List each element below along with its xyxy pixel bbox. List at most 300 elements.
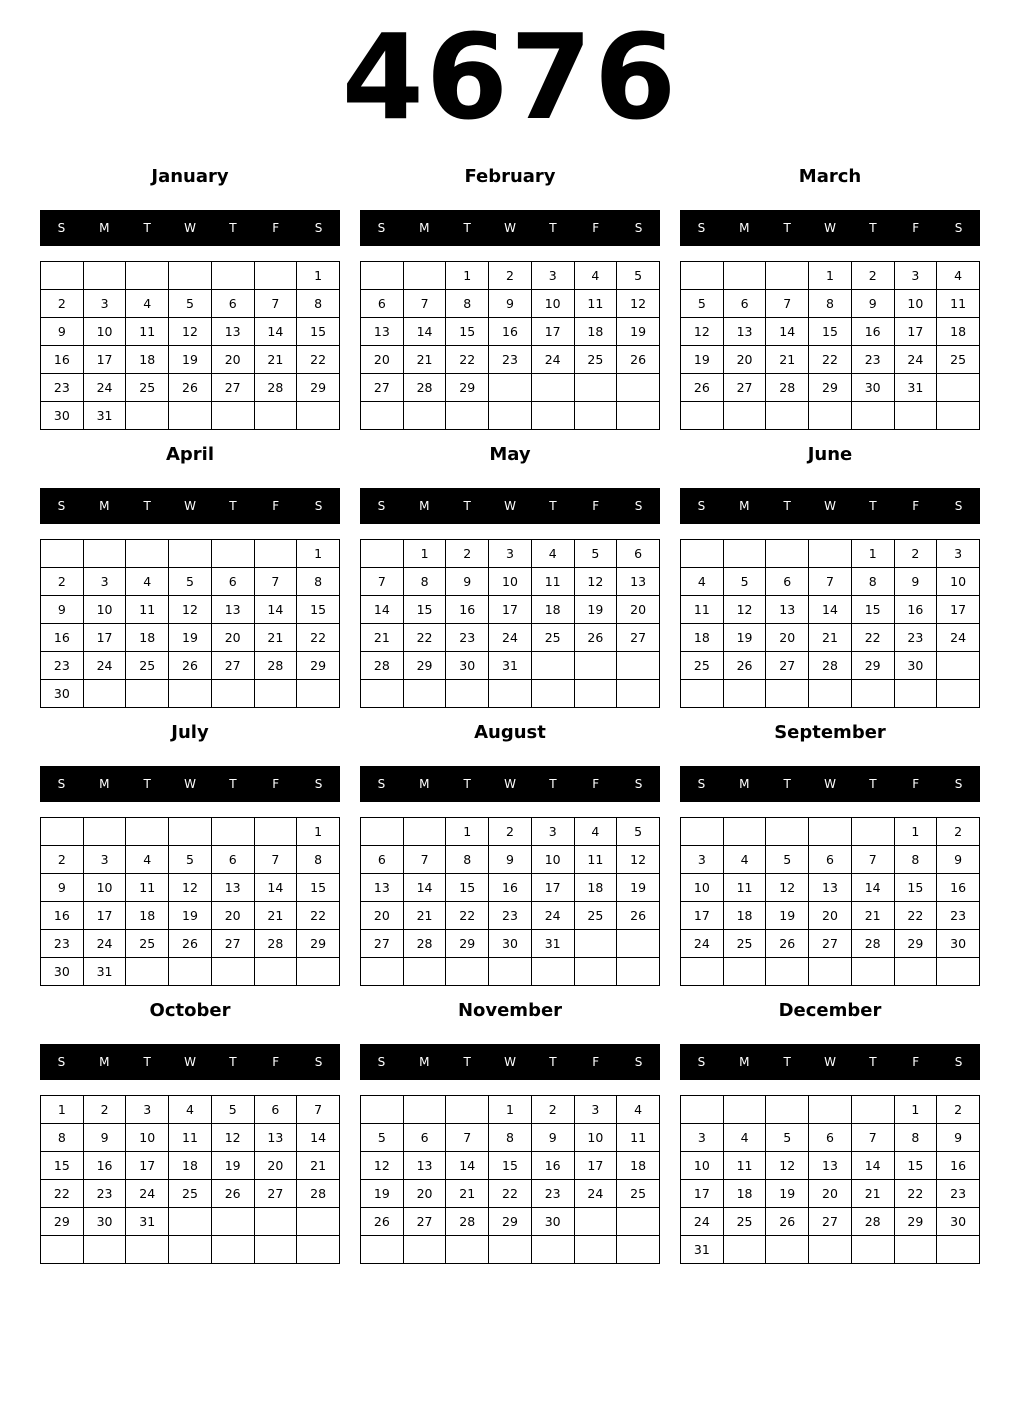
day-cell: 12 bbox=[766, 874, 809, 902]
day-cell: 2 bbox=[446, 540, 489, 568]
day-cell: 8 bbox=[894, 1124, 937, 1152]
weekday-label: W bbox=[824, 221, 836, 235]
week-row bbox=[41, 1124, 340, 1152]
day-cell bbox=[361, 680, 404, 708]
day-cell: 31 bbox=[531, 930, 574, 958]
day-cell: 13 bbox=[766, 596, 809, 624]
day-cell: 12 bbox=[169, 874, 212, 902]
weekday-label: M bbox=[419, 1055, 430, 1069]
month-february bbox=[360, 163, 660, 435]
day-cell: 23 bbox=[894, 624, 937, 652]
day-cell: 3 bbox=[83, 568, 126, 596]
day-cell bbox=[937, 402, 980, 430]
week-row bbox=[361, 958, 660, 986]
week-row bbox=[681, 874, 980, 902]
day-cell: 13 bbox=[617, 568, 660, 596]
day-cell: 30 bbox=[41, 402, 84, 430]
day-cell: 23 bbox=[937, 1180, 980, 1208]
weekday-label: S bbox=[697, 1055, 706, 1069]
day-cell: 21 bbox=[254, 902, 297, 930]
day-cell: 5 bbox=[169, 290, 212, 318]
day-cell: 18 bbox=[723, 902, 766, 930]
day-cell: 1 bbox=[446, 262, 489, 290]
day-cell bbox=[937, 1236, 980, 1264]
day-cell: 15 bbox=[297, 874, 340, 902]
week-row bbox=[361, 318, 660, 346]
day-cell: 9 bbox=[937, 846, 980, 874]
day-cell bbox=[489, 374, 532, 402]
day-cell bbox=[531, 402, 574, 430]
day-cell: 11 bbox=[126, 874, 169, 902]
day-cell bbox=[403, 1236, 446, 1264]
day-grid bbox=[360, 539, 660, 708]
weekday-label: S bbox=[697, 221, 706, 235]
day-cell: 26 bbox=[766, 930, 809, 958]
day-cell: 24 bbox=[894, 346, 937, 374]
week-row bbox=[681, 290, 980, 318]
day-cell bbox=[574, 930, 617, 958]
week-row bbox=[41, 958, 340, 986]
day-cell bbox=[297, 1236, 340, 1264]
day-cell: 16 bbox=[489, 318, 532, 346]
day-cell: 6 bbox=[617, 540, 660, 568]
month-name: July bbox=[171, 722, 209, 743]
month-september bbox=[680, 719, 980, 991]
week-row bbox=[41, 930, 340, 958]
day-cell: 26 bbox=[681, 374, 724, 402]
weekday-label: M bbox=[739, 777, 750, 791]
day-cell: 6 bbox=[211, 568, 254, 596]
day-cell: 26 bbox=[169, 930, 212, 958]
day-cell bbox=[126, 958, 169, 986]
day-cell bbox=[126, 680, 169, 708]
weekday-label: M bbox=[99, 499, 110, 513]
day-cell bbox=[681, 680, 724, 708]
day-cell: 19 bbox=[169, 902, 212, 930]
day-cell: 25 bbox=[617, 1180, 660, 1208]
day-cell bbox=[851, 402, 894, 430]
day-cell: 14 bbox=[254, 874, 297, 902]
day-cell: 31 bbox=[681, 1236, 724, 1264]
day-cell bbox=[211, 1208, 254, 1236]
day-cell bbox=[809, 818, 852, 846]
week-row bbox=[681, 374, 980, 402]
day-cell: 9 bbox=[489, 290, 532, 318]
day-cell: 4 bbox=[126, 568, 169, 596]
day-cell bbox=[126, 540, 169, 568]
day-cell: 28 bbox=[809, 652, 852, 680]
day-cell bbox=[531, 374, 574, 402]
week-row bbox=[681, 568, 980, 596]
day-cell: 3 bbox=[937, 540, 980, 568]
day-cell bbox=[254, 958, 297, 986]
month-march bbox=[680, 163, 980, 435]
day-cell: 30 bbox=[83, 1208, 126, 1236]
day-cell bbox=[169, 818, 212, 846]
day-cell bbox=[297, 1208, 340, 1236]
day-cell: 7 bbox=[361, 568, 404, 596]
day-cell bbox=[531, 1236, 574, 1264]
day-cell: 18 bbox=[574, 874, 617, 902]
day-cell: 31 bbox=[126, 1208, 169, 1236]
day-cell: 26 bbox=[766, 1208, 809, 1236]
weekday-label: T bbox=[463, 221, 471, 235]
day-cell: 29 bbox=[297, 374, 340, 402]
day-cell bbox=[83, 540, 126, 568]
day-cell bbox=[723, 818, 766, 846]
day-cell: 9 bbox=[446, 568, 489, 596]
day-cell: 20 bbox=[809, 1180, 852, 1208]
day-cell: 14 bbox=[361, 596, 404, 624]
day-cell: 4 bbox=[126, 290, 169, 318]
weekday-label: T bbox=[143, 1055, 151, 1069]
week-row bbox=[681, 902, 980, 930]
day-cell bbox=[723, 1096, 766, 1124]
week-row bbox=[681, 1124, 980, 1152]
day-cell: 20 bbox=[211, 624, 254, 652]
weekday-label: W bbox=[824, 777, 836, 791]
day-cell: 28 bbox=[403, 930, 446, 958]
day-cell bbox=[617, 402, 660, 430]
day-cell bbox=[681, 402, 724, 430]
day-cell bbox=[766, 818, 809, 846]
day-cell bbox=[297, 680, 340, 708]
day-cell bbox=[361, 262, 404, 290]
day-cell: 2 bbox=[937, 818, 980, 846]
week-row bbox=[361, 846, 660, 874]
weekday-label: M bbox=[739, 221, 750, 235]
weekday-label: M bbox=[99, 221, 110, 235]
week-row bbox=[41, 680, 340, 708]
day-cell: 29 bbox=[297, 652, 340, 680]
day-cell: 30 bbox=[894, 652, 937, 680]
day-cell: 1 bbox=[446, 818, 489, 846]
day-cell: 26 bbox=[211, 1180, 254, 1208]
day-cell bbox=[169, 958, 212, 986]
day-cell: 24 bbox=[574, 1180, 617, 1208]
day-cell: 23 bbox=[531, 1180, 574, 1208]
day-cell: 6 bbox=[254, 1096, 297, 1124]
day-cell: 2 bbox=[41, 290, 84, 318]
month-name: December bbox=[778, 1000, 882, 1021]
weekday-label: T bbox=[143, 499, 151, 513]
day-cell: 2 bbox=[41, 846, 84, 874]
weekday-label: S bbox=[314, 777, 323, 791]
day-cell: 23 bbox=[446, 624, 489, 652]
day-cell bbox=[254, 402, 297, 430]
month-june bbox=[680, 441, 980, 713]
day-cell: 6 bbox=[809, 1124, 852, 1152]
day-cell: 11 bbox=[937, 290, 980, 318]
day-cell: 2 bbox=[937, 1096, 980, 1124]
month-january bbox=[40, 163, 340, 435]
week-row bbox=[41, 596, 340, 624]
week-row bbox=[41, 652, 340, 680]
day-cell: 24 bbox=[681, 1208, 724, 1236]
day-cell: 4 bbox=[681, 568, 724, 596]
day-cell bbox=[211, 1236, 254, 1264]
day-cell: 2 bbox=[489, 262, 532, 290]
week-row bbox=[361, 874, 660, 902]
day-cell: 13 bbox=[211, 596, 254, 624]
weekday-header bbox=[40, 766, 340, 802]
day-cell: 18 bbox=[169, 1152, 212, 1180]
day-grid bbox=[680, 1095, 980, 1264]
day-cell: 7 bbox=[851, 846, 894, 874]
day-cell: 1 bbox=[894, 1096, 937, 1124]
day-cell: 27 bbox=[403, 1208, 446, 1236]
weekday-header bbox=[360, 488, 660, 524]
day-cell: 14 bbox=[851, 874, 894, 902]
day-cell: 25 bbox=[723, 930, 766, 958]
week-row bbox=[361, 290, 660, 318]
day-cell: 26 bbox=[617, 346, 660, 374]
day-cell: 29 bbox=[809, 374, 852, 402]
day-cell bbox=[297, 402, 340, 430]
day-cell: 15 bbox=[851, 596, 894, 624]
day-cell: 24 bbox=[937, 624, 980, 652]
day-cell: 7 bbox=[809, 568, 852, 596]
day-cell: 29 bbox=[297, 930, 340, 958]
day-cell: 25 bbox=[574, 346, 617, 374]
day-cell: 25 bbox=[126, 374, 169, 402]
day-grid bbox=[360, 261, 660, 430]
day-cell: 16 bbox=[446, 596, 489, 624]
day-cell: 16 bbox=[851, 318, 894, 346]
day-cell: 8 bbox=[41, 1124, 84, 1152]
month-name: February bbox=[464, 166, 556, 187]
day-cell: 18 bbox=[126, 902, 169, 930]
day-cell bbox=[254, 262, 297, 290]
day-cell: 17 bbox=[489, 596, 532, 624]
day-cell: 13 bbox=[254, 1124, 297, 1152]
day-cell: 2 bbox=[83, 1096, 126, 1124]
month-november bbox=[360, 997, 660, 1269]
day-cell: 14 bbox=[851, 1152, 894, 1180]
day-cell bbox=[894, 680, 937, 708]
day-cell: 23 bbox=[41, 652, 84, 680]
day-grid bbox=[40, 1095, 340, 1264]
day-cell: 28 bbox=[254, 652, 297, 680]
day-cell: 29 bbox=[446, 930, 489, 958]
day-cell: 22 bbox=[297, 346, 340, 374]
day-cell: 1 bbox=[297, 818, 340, 846]
weekday-label: T bbox=[549, 221, 557, 235]
day-cell: 25 bbox=[937, 346, 980, 374]
weekday-header bbox=[40, 210, 340, 246]
day-cell: 17 bbox=[83, 902, 126, 930]
month-name: August bbox=[474, 722, 546, 743]
day-cell bbox=[254, 1236, 297, 1264]
weekday-label: S bbox=[314, 499, 323, 513]
week-row bbox=[41, 1096, 340, 1124]
day-cell: 14 bbox=[403, 874, 446, 902]
weekday-label: T bbox=[143, 777, 151, 791]
weekday-header bbox=[40, 488, 340, 524]
weekday-label: S bbox=[954, 221, 963, 235]
day-cell bbox=[489, 402, 532, 430]
day-cell: 24 bbox=[83, 374, 126, 402]
week-row bbox=[41, 624, 340, 652]
day-cell: 19 bbox=[681, 346, 724, 374]
day-cell bbox=[681, 262, 724, 290]
day-cell: 5 bbox=[617, 818, 660, 846]
day-cell: 17 bbox=[83, 346, 126, 374]
day-cell: 25 bbox=[126, 652, 169, 680]
day-cell: 23 bbox=[851, 346, 894, 374]
day-cell bbox=[169, 1208, 212, 1236]
weekday-label: T bbox=[869, 221, 877, 235]
day-cell: 21 bbox=[851, 902, 894, 930]
day-cell: 4 bbox=[723, 1124, 766, 1152]
day-cell: 7 bbox=[766, 290, 809, 318]
day-cell: 12 bbox=[169, 596, 212, 624]
day-cell: 14 bbox=[297, 1124, 340, 1152]
day-cell: 11 bbox=[126, 318, 169, 346]
week-row bbox=[41, 1152, 340, 1180]
day-cell: 14 bbox=[254, 596, 297, 624]
day-cell: 18 bbox=[574, 318, 617, 346]
day-cell bbox=[617, 652, 660, 680]
weekday-label: T bbox=[463, 1055, 471, 1069]
day-cell: 12 bbox=[617, 290, 660, 318]
day-cell: 13 bbox=[211, 318, 254, 346]
weekday-label: F bbox=[912, 221, 920, 235]
weekday-label: T bbox=[549, 1055, 557, 1069]
weekday-label: T bbox=[143, 221, 151, 235]
day-cell: 22 bbox=[809, 346, 852, 374]
day-cell bbox=[937, 958, 980, 986]
day-cell: 17 bbox=[83, 624, 126, 652]
weekday-header bbox=[40, 1044, 340, 1080]
day-cell: 24 bbox=[489, 624, 532, 652]
day-cell bbox=[254, 1208, 297, 1236]
week-row bbox=[361, 374, 660, 402]
weekday-label: W bbox=[504, 777, 516, 791]
day-cell: 25 bbox=[531, 624, 574, 652]
day-cell bbox=[531, 652, 574, 680]
day-cell: 11 bbox=[723, 1152, 766, 1180]
day-cell bbox=[723, 402, 766, 430]
day-cell: 28 bbox=[403, 374, 446, 402]
day-grid bbox=[680, 817, 980, 986]
day-cell: 9 bbox=[851, 290, 894, 318]
day-cell: 19 bbox=[766, 1180, 809, 1208]
day-grid bbox=[40, 261, 340, 430]
week-row bbox=[681, 596, 980, 624]
day-cell: 1 bbox=[41, 1096, 84, 1124]
day-cell: 21 bbox=[809, 624, 852, 652]
weekday-label: S bbox=[634, 221, 643, 235]
day-cell: 9 bbox=[41, 318, 84, 346]
day-cell: 22 bbox=[894, 1180, 937, 1208]
weekday-label: W bbox=[504, 221, 516, 235]
weekday-label: F bbox=[912, 499, 920, 513]
week-row bbox=[41, 346, 340, 374]
day-cell: 26 bbox=[361, 1208, 404, 1236]
day-cell: 3 bbox=[83, 290, 126, 318]
day-cell bbox=[574, 652, 617, 680]
day-cell: 16 bbox=[894, 596, 937, 624]
day-cell: 3 bbox=[574, 1096, 617, 1124]
day-cell: 9 bbox=[937, 1124, 980, 1152]
day-cell: 27 bbox=[211, 930, 254, 958]
day-grid bbox=[40, 817, 340, 986]
day-cell: 10 bbox=[489, 568, 532, 596]
week-row bbox=[361, 1236, 660, 1264]
week-row bbox=[361, 596, 660, 624]
day-cell: 13 bbox=[361, 874, 404, 902]
day-cell: 10 bbox=[531, 290, 574, 318]
day-cell: 9 bbox=[41, 874, 84, 902]
weekday-label: W bbox=[504, 1055, 516, 1069]
day-cell bbox=[851, 680, 894, 708]
weekday-header bbox=[680, 488, 980, 524]
day-cell bbox=[937, 652, 980, 680]
day-cell: 4 bbox=[723, 846, 766, 874]
day-cell: 27 bbox=[254, 1180, 297, 1208]
day-cell: 5 bbox=[361, 1124, 404, 1152]
weekday-label: M bbox=[99, 1055, 110, 1069]
day-cell bbox=[126, 1236, 169, 1264]
day-cell: 12 bbox=[766, 1152, 809, 1180]
day-cell bbox=[254, 818, 297, 846]
day-cell: 17 bbox=[531, 318, 574, 346]
day-cell: 7 bbox=[851, 1124, 894, 1152]
day-cell: 2 bbox=[851, 262, 894, 290]
day-cell bbox=[211, 958, 254, 986]
day-cell: 18 bbox=[126, 624, 169, 652]
day-cell: 6 bbox=[766, 568, 809, 596]
day-cell: 15 bbox=[446, 318, 489, 346]
week-row bbox=[681, 958, 980, 986]
day-cell: 28 bbox=[766, 374, 809, 402]
day-cell: 20 bbox=[254, 1152, 297, 1180]
month-name: October bbox=[149, 1000, 231, 1021]
day-cell bbox=[574, 402, 617, 430]
weekday-label: T bbox=[869, 777, 877, 791]
weekday-label: W bbox=[824, 499, 836, 513]
day-cell: 21 bbox=[446, 1180, 489, 1208]
day-cell: 24 bbox=[681, 930, 724, 958]
day-cell: 27 bbox=[361, 930, 404, 958]
week-row bbox=[681, 1180, 980, 1208]
day-cell: 21 bbox=[361, 624, 404, 652]
day-cell: 11 bbox=[617, 1124, 660, 1152]
day-cell: 8 bbox=[446, 846, 489, 874]
weekday-label: S bbox=[634, 777, 643, 791]
day-cell bbox=[809, 958, 852, 986]
day-cell: 28 bbox=[297, 1180, 340, 1208]
day-cell: 1 bbox=[851, 540, 894, 568]
weekday-label: T bbox=[869, 1055, 877, 1069]
day-cell: 3 bbox=[83, 846, 126, 874]
week-row bbox=[361, 1124, 660, 1152]
day-cell bbox=[169, 540, 212, 568]
week-row bbox=[41, 1236, 340, 1264]
day-cell bbox=[403, 262, 446, 290]
day-cell bbox=[809, 1096, 852, 1124]
day-cell bbox=[574, 1236, 617, 1264]
month-july bbox=[40, 719, 340, 991]
day-cell bbox=[211, 402, 254, 430]
day-cell: 7 bbox=[403, 846, 446, 874]
day-cell: 5 bbox=[617, 262, 660, 290]
week-row bbox=[361, 652, 660, 680]
day-cell: 7 bbox=[254, 846, 297, 874]
day-cell: 30 bbox=[851, 374, 894, 402]
weekday-label: S bbox=[57, 221, 66, 235]
